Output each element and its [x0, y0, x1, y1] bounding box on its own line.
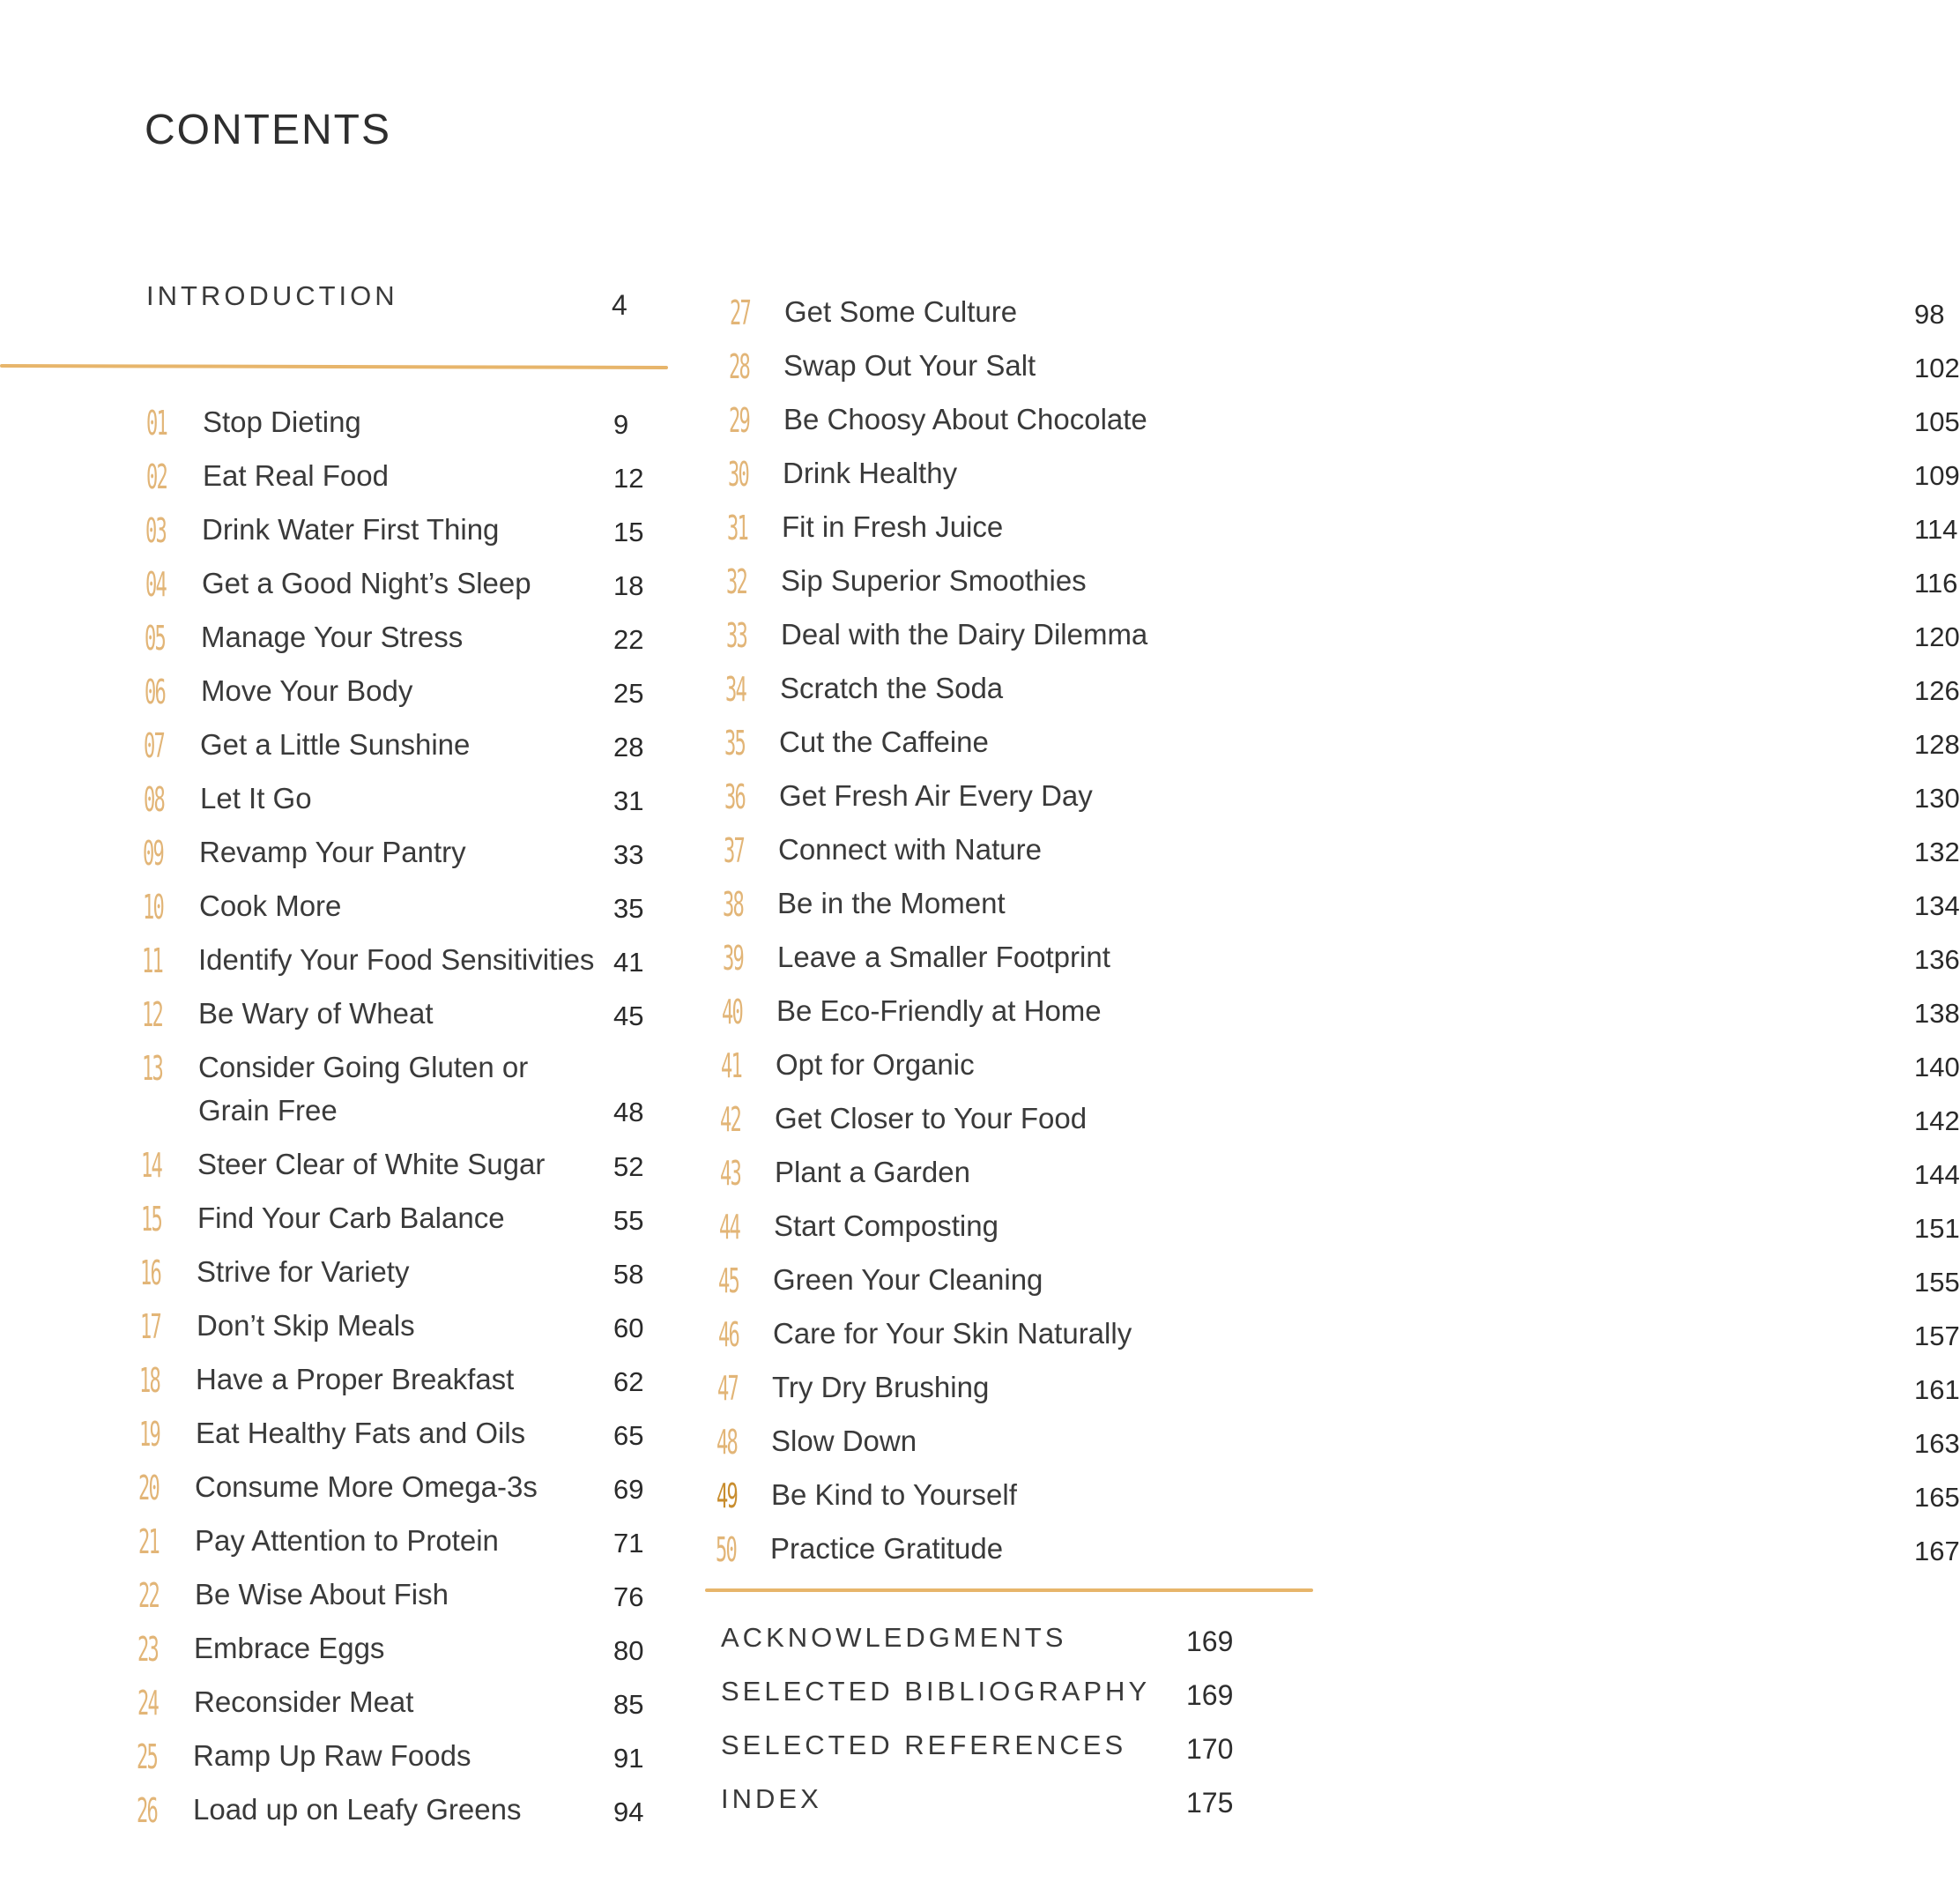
chapter-number: 35 — [724, 724, 746, 763]
chapter-title: Be Kind to Yourself — [771, 1478, 1017, 1511]
chapter-entry[interactable] — [720, 1154, 1960, 1205]
chapter-number: 29 — [729, 401, 750, 440]
back-matter-page: 169 — [1186, 1679, 1234, 1711]
chapter-title: Sip Superior Smoothies — [781, 564, 1087, 597]
chapter-title: Deal with the Dairy Dilemma — [781, 618, 1148, 651]
chapter-number: 40 — [722, 993, 743, 1031]
chapter-title: Get a Good Night’s Sleep — [202, 567, 531, 599]
chapter-page: 15 — [613, 517, 644, 547]
chapter-page: 94 — [613, 1797, 644, 1827]
chapter-page: 18 — [613, 570, 644, 601]
chapter-title: Don’t Skip Meals — [197, 1309, 415, 1342]
chapter-page: 140 — [1914, 1052, 1960, 1082]
chapter-title: Connect with Nature — [778, 833, 1042, 866]
chapter-entry[interactable] — [138, 1524, 650, 1573]
chapter-number: 02 — [146, 458, 167, 496]
chapter-page: 65 — [613, 1420, 644, 1451]
back-matter-label[interactable]: INDEX — [721, 1783, 822, 1814]
divider-rule-left — [0, 364, 668, 369]
chapter-title: Plant a Garden — [775, 1156, 970, 1188]
chapter-number: 04 — [145, 565, 167, 604]
chapter-title: Manage Your Stress — [201, 621, 464, 653]
chapter-title: Consider Going Gluten or — [198, 1051, 529, 1083]
back-matter-page: 175 — [1186, 1787, 1234, 1819]
chapter-page: 144 — [1914, 1159, 1960, 1190]
chapter-title: Be Choosy About Chocolate — [783, 403, 1147, 435]
chapter-title: Swap Out Your Salt — [783, 349, 1036, 382]
chapter-entry[interactable] — [726, 616, 1960, 667]
chapter-title: Green Your Cleaning — [773, 1263, 1043, 1296]
chapter-page: 134 — [1914, 890, 1960, 921]
chapter-number: 09 — [143, 834, 164, 873]
chapter-page: 41 — [613, 947, 644, 978]
chapter-title: Be Wary of Wheat — [198, 997, 434, 1030]
chapter-title: Ramp Up Raw Foods — [193, 1739, 471, 1772]
chapter-number: 45 — [718, 1261, 739, 1300]
chapter-entry[interactable] — [137, 1793, 648, 1842]
chapter-entry[interactable] — [728, 455, 1960, 506]
chapter-number: 42 — [720, 1100, 741, 1139]
chapter-entry[interactable] — [719, 1208, 1960, 1259]
chapter-page: 80 — [613, 1635, 644, 1666]
chapter-title: Eat Real Food — [203, 459, 389, 492]
chapter-number: 41 — [721, 1046, 742, 1085]
chapter-entry[interactable] — [730, 294, 1945, 345]
chapter-page: 165 — [1914, 1482, 1960, 1513]
chapter-page: 91 — [613, 1743, 644, 1774]
chapter-title: Start Composting — [774, 1209, 999, 1242]
chapter-number: 26 — [137, 1791, 158, 1830]
chapter-number: 17 — [140, 1307, 161, 1346]
chapter-entry[interactable] — [725, 670, 1960, 721]
chapter-entry[interactable] — [142, 943, 653, 993]
chapter-entry[interactable] — [143, 836, 654, 885]
chapter-page: 142 — [1914, 1105, 1960, 1136]
chapter-page: 114 — [1914, 514, 1958, 545]
chapter-page: 138 — [1914, 998, 1960, 1029]
chapter-number: 18 — [139, 1361, 160, 1400]
chapter-entry[interactable] — [722, 993, 1960, 1044]
chapter-entry[interactable] — [141, 1148, 652, 1197]
introduction-page: 4 — [612, 289, 627, 321]
chapter-entry[interactable] — [729, 401, 1960, 452]
chapter-entry[interactable] — [729, 347, 1960, 398]
chapter-page: 120 — [1914, 621, 1960, 652]
chapter-entry[interactable] — [145, 567, 657, 616]
chapter-number: 33 — [726, 616, 747, 655]
chapter-page: 116 — [1914, 568, 1958, 599]
chapter-entry[interactable] — [139, 1417, 650, 1466]
chapter-number: 01 — [146, 404, 167, 443]
chapter-entry[interactable] — [146, 459, 657, 509]
chapter-page: 151 — [1914, 1213, 1960, 1244]
chapter-title: Revamp Your Pantry — [199, 836, 466, 868]
chapter-title: Get Some Culture — [784, 295, 1018, 328]
chapter-title: Move Your Body — [201, 674, 413, 707]
chapter-page: 12 — [613, 463, 644, 494]
chapter-number: 06 — [145, 673, 166, 711]
chapter-page: 155 — [1914, 1267, 1960, 1298]
chapter-number: 16 — [140, 1254, 161, 1292]
chapter-entry[interactable] — [137, 1632, 649, 1681]
chapter-entry[interactable] — [145, 621, 656, 670]
chapter-title: Embrace Eggs — [194, 1632, 385, 1664]
chapter-page: 22 — [613, 624, 644, 655]
chapter-entry[interactable] — [724, 777, 1960, 829]
chapter-entry[interactable] — [717, 1369, 1960, 1420]
chapter-page: 58 — [613, 1259, 644, 1290]
chapter-title: Pay Attention to Protein — [195, 1524, 499, 1557]
chapter-page: 28 — [613, 732, 644, 763]
chapter-entry[interactable] — [143, 889, 654, 939]
chapter-title: Be Wise About Fish — [195, 1578, 449, 1611]
chapter-number: 46 — [718, 1315, 739, 1354]
chapter-number: 48 — [716, 1423, 738, 1462]
chapter-title: Slow Down — [771, 1425, 917, 1457]
chapter-page: 33 — [613, 839, 644, 870]
chapter-title: Get Fresh Air Every Day — [779, 779, 1093, 812]
chapter-number: 37 — [724, 831, 745, 870]
chapter-number: 22 — [138, 1576, 160, 1615]
chapter-page: 52 — [613, 1151, 644, 1182]
chapter-number: 05 — [145, 619, 166, 658]
chapter-number: 15 — [141, 1200, 162, 1239]
back-matter-label[interactable]: SELECTED BIBLIOGRAPHY — [721, 1676, 1151, 1707]
chapter-entry[interactable] — [140, 1255, 651, 1305]
chapter-entry[interactable] — [726, 562, 1958, 614]
chapter-entry[interactable] — [723, 885, 1960, 936]
chapter-title: Load up on Leafy Greens — [193, 1793, 522, 1826]
chapter-entry[interactable] — [718, 1261, 1960, 1313]
chapter-page: 45 — [613, 1001, 644, 1031]
chapter-entry[interactable] — [718, 1315, 1960, 1366]
chapter-title: Let It Go — [200, 782, 312, 815]
chapter-page: 167 — [1914, 1536, 1960, 1566]
chapter-number: 49 — [716, 1477, 738, 1515]
chapter-page: 130 — [1914, 783, 1960, 814]
chapter-entry[interactable] — [141, 1201, 652, 1251]
chapter-number: 50 — [716, 1530, 737, 1569]
chapter-title: Steer Clear of White Sugar — [197, 1148, 546, 1180]
chapter-page: 136 — [1914, 944, 1960, 975]
chapter-title: Consume More Omega-3s — [195, 1470, 538, 1503]
chapter-title: Have a Proper Breakfast — [196, 1363, 515, 1395]
chapter-number: 24 — [137, 1684, 159, 1722]
chapter-number: 14 — [141, 1146, 162, 1185]
chapter-page: 71 — [613, 1528, 644, 1559]
chapter-number: 39 — [723, 939, 744, 978]
chapter-entry[interactable] — [144, 728, 655, 777]
chapter-title-continued: Grain Free — [198, 1094, 338, 1127]
chapter-entry[interactable] — [145, 674, 656, 724]
chapter-number: 38 — [723, 885, 744, 924]
chapter-page: 31 — [613, 785, 644, 816]
chapter-entry[interactable] — [716, 1423, 1960, 1474]
chapter-number: 10 — [143, 888, 164, 926]
chapter-entry[interactable] — [720, 1100, 1960, 1151]
chapter-number: 47 — [717, 1369, 739, 1408]
chapter-title: Reconsider Meat — [194, 1685, 414, 1718]
chapter-entry[interactable] — [145, 513, 657, 562]
chapter-number: 08 — [144, 780, 165, 819]
chapter-number: 20 — [138, 1469, 160, 1507]
chapter-page: 98 — [1914, 299, 1945, 330]
chapter-page: 9 — [613, 409, 629, 440]
chapter-page: 161 — [1914, 1374, 1960, 1405]
chapter-number: 07 — [144, 726, 165, 765]
chapter-entry[interactable] — [723, 939, 1960, 990]
chapter-title: Find Your Carb Balance — [197, 1201, 505, 1234]
chapter-number: 12 — [142, 995, 163, 1034]
chapter-title: Cut the Caffeine — [779, 725, 989, 758]
chapter-page: 132 — [1914, 837, 1960, 867]
divider-rule-right — [705, 1588, 1313, 1592]
chapter-number: 31 — [727, 509, 748, 547]
chapter-title: Stop Dieting — [203, 405, 361, 438]
chapter-number: 32 — [726, 562, 747, 601]
chapter-page: 128 — [1914, 729, 1960, 760]
chapter-page: 60 — [613, 1313, 644, 1343]
chapter-page: 69 — [613, 1474, 644, 1505]
chapter-title: Care for Your Skin Naturally — [773, 1317, 1132, 1350]
chapter-title: Scratch the Soda — [780, 672, 1004, 704]
chapter-page: 55 — [613, 1205, 644, 1236]
chapter-number: 13 — [142, 1049, 163, 1088]
chapter-title: Drink Water First Thing — [202, 513, 500, 546]
chapter-title: Practice Gratitude — [770, 1532, 1004, 1565]
chapter-number: 19 — [139, 1415, 160, 1454]
chapter-entry[interactable] — [138, 1578, 650, 1627]
chapter-title: Leave a Smaller Footprint — [777, 941, 1110, 973]
chapter-entry[interactable] — [140, 1309, 651, 1358]
chapter-page: 85 — [613, 1689, 644, 1720]
back-matter-label[interactable]: ACKNOWLEDGMENTS — [721, 1622, 1067, 1653]
chapter-entry[interactable] — [146, 405, 657, 455]
chapter-page: 25 — [613, 678, 644, 709]
back-matter-page: 170 — [1186, 1733, 1234, 1765]
chapter-page: 157 — [1914, 1320, 1960, 1351]
chapter-title: Try Dry Brushing — [772, 1371, 990, 1403]
chapter-title: Drink Healthy — [783, 457, 958, 489]
chapter-entry[interactable] — [716, 1477, 1960, 1528]
page-title: CONTENTS — [145, 107, 391, 153]
back-matter-page: 169 — [1186, 1625, 1234, 1657]
chapter-entry[interactable] — [724, 831, 1960, 882]
chapter-entry[interactable] — [142, 997, 653, 1046]
chapter-page: 126 — [1914, 675, 1960, 706]
chapter-number: 36 — [724, 777, 746, 816]
chapter-number: 34 — [725, 670, 746, 709]
chapter-number: 25 — [137, 1737, 158, 1776]
chapter-page: 163 — [1914, 1428, 1960, 1459]
chapter-entry[interactable] — [724, 724, 1960, 775]
chapter-number: 23 — [137, 1630, 159, 1669]
chapter-title: Be in the Moment — [777, 887, 1006, 919]
chapter-entry[interactable] — [137, 1739, 648, 1789]
chapter-entry[interactable] — [144, 782, 655, 831]
introduction-label[interactable]: INTRODUCTION — [146, 280, 398, 311]
chapter-page: 76 — [613, 1581, 644, 1612]
chapter-page: 35 — [613, 893, 644, 924]
chapter-entry[interactable] — [716, 1530, 1960, 1581]
chapter-number: 28 — [729, 347, 750, 386]
chapter-number: 11 — [142, 941, 163, 980]
chapter-entry[interactable] — [137, 1685, 649, 1735]
chapter-entry[interactable] — [727, 509, 1958, 560]
chapter-title: Identify Your Food Sensitivities — [198, 943, 595, 976]
chapter-number: 44 — [719, 1208, 740, 1246]
chapter-title: Eat Healthy Fats and Oils — [196, 1417, 526, 1449]
chapter-title: Get a Little Sunshine — [200, 728, 471, 761]
chapter-entry[interactable] — [138, 1470, 650, 1520]
chapter-number: 03 — [145, 511, 167, 550]
chapter-number: 43 — [720, 1154, 741, 1193]
chapter-title: Get Closer to Your Food — [775, 1102, 1088, 1134]
chapter-title: Cook More — [199, 889, 342, 922]
chapter-number: 21 — [138, 1522, 160, 1561]
chapter-title: Strive for Variety — [197, 1255, 410, 1288]
chapter-title: Opt for Organic — [776, 1048, 975, 1081]
chapter-number: 27 — [730, 294, 751, 332]
back-matter-label[interactable]: SELECTED REFERENCES — [721, 1730, 1127, 1760]
chapter-page: 102 — [1914, 353, 1960, 383]
chapter-number: 30 — [728, 455, 749, 494]
chapter-page: 109 — [1914, 460, 1960, 491]
chapter-entry[interactable] — [142, 1049, 653, 1127]
chapter-page: 62 — [613, 1366, 644, 1397]
chapter-entry[interactable] — [139, 1363, 650, 1412]
chapter-page: 48 — [613, 1097, 644, 1127]
chapter-entry[interactable] — [721, 1046, 1960, 1097]
chapter-title: Fit in Fresh Juice — [782, 510, 1004, 543]
chapter-page: 105 — [1914, 406, 1960, 437]
chapter-title: Be Eco-Friendly at Home — [776, 994, 1102, 1027]
